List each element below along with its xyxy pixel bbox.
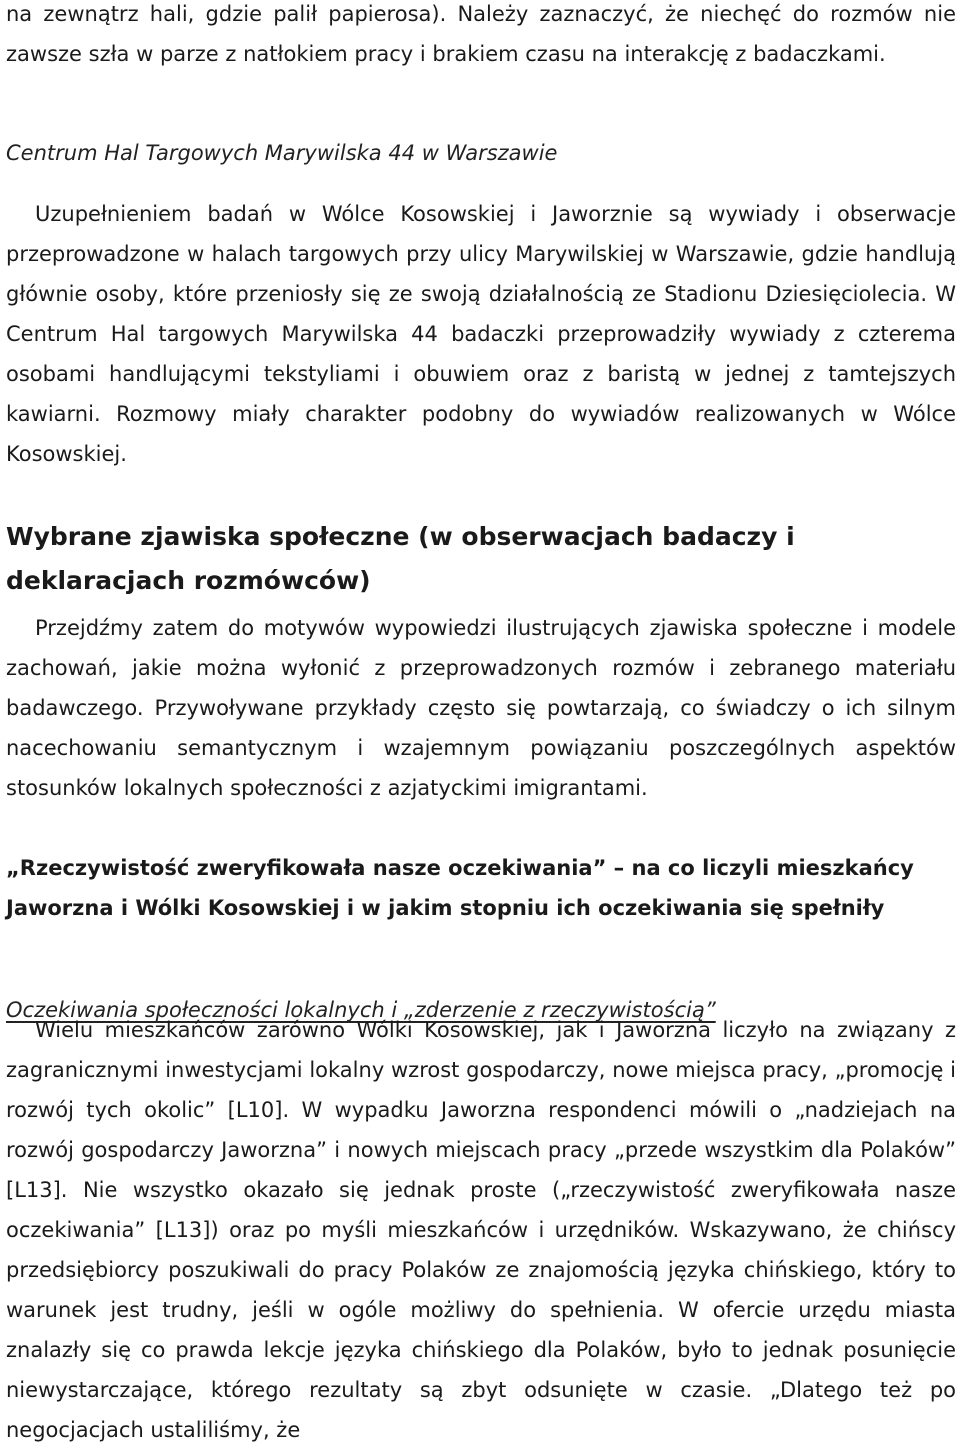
section-heading: Wybrane zjawiska społeczne (w obserwacjach badaczy i deklaracjach rozmówców): [6, 522, 795, 595]
section-title: Centrum Hal Targowych Marywilska 44 w Warszawie: [6, 141, 558, 165]
subheading: „Rzeczywistość zweryfikowała nasze oczekiwania” – na co liczyli mieszkańcy Jaworzna i Wólki Kosowskiej i w jakim stopniu ich oczekiwania się spełniły: [6, 856, 914, 920]
paragraph-intro: Przejdźmy zatem do motywów wypowiedzi ilustrujących zjawiska społeczne i modele zachowań, jakie można wyłonić z przeprowadzonych rozmów i zebranego materiału badawczego. Przywoływane przykłady często się powtarzają, co świadczy o ich silnym nacechowaniu semantycznym i wzajemnym powiązaniu poszczególnych aspektów stosunków lokalnych społeczności z azjatyckimi imigrantami.: [6, 616, 956, 800]
subsection-title: Oczekiwania społeczności lokalnych i „zderzenie z rzeczywistością”: [6, 998, 716, 1022]
paragraph-marywilska: Uzupełnieniem badań w Wólce Kosowskiej i Jaworznie są wywiady i obserwacje przeprowadzone w halach targowych przy ulicy Marywilskiej w Warszawie, gdzie handlują głównie osoby, które przeniosły się ze swoją działalnością ze Stadionu Dziesięciolecia. W Centrum Hal targowych Marywilska 44 badaczki przeprowadziły wywiady z czterema osobami handlującymi tekstyliami i obuwiem oraz z baristą w jednej z tamtejszych kawiarni. Rozmowy miały charakter podobny do wywiadów realizowanych w Wólce Kosowskiej.: [6, 202, 956, 466]
paragraph-continuation: na zewnątrz hali, gdzie palił papierosa). Należy zaznaczyć, że niechęć do rozmów nie zawsze szła w parze z natłokiem pracy i brakiem czasu na interakcję z badaczkami.: [6, 2, 956, 66]
paragraph-expectations: Wielu mieszkańców zarówno Wólki Kosowskiej, jak i Jaworzna liczyło na związany z zagranicznymi inwestycjami lokalny wzrost gospodarczy, nowe miejsca pracy, „promocję i rozwój tych okolic” [L10]. W wypadku Jaworzna respondenci mówili o „nadziejach na rozwój gospodarczy Jaworzna” i nowych miejscach pracy „przede wszystkim dla Polaków” [L13]. Nie wszystko okazało się jednak proste („rzeczywistość zweryfikowała nasze oczekiwania” [L13]) oraz po myśli mieszkańców i urzędników. Wskazywano, że chińscy przedsiębiorcy poszukiwali do pracy Polaków ze znajomością języka chińskiego, który to warunek jest trudny, jeśli w ogóle możliwy do spełnienia. W ofercie urzędu miasta znalazły się co prawda lekcje języka chińskiego dla Polaków, było to jednak posunięcie niewystarczające, którego rezultaty są zbyt odsunięte w czasie. „Dlatego też po negocjacjach ustaliliśmy, że: [6, 1018, 956, 1442]
